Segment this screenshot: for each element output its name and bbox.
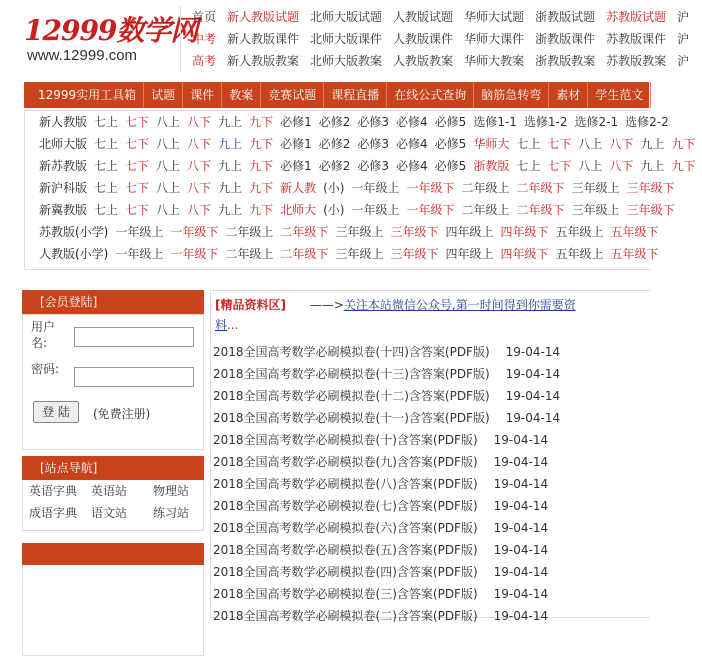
doc-title[interactable]: 2018全国高考数学必刷模拟卷(三)含答案(PDF版) (213, 587, 478, 601)
doc-date: 19-04-14 (505, 367, 561, 381)
grid-link[interactable]: 七下 (547, 137, 572, 151)
grid-row-label: 新沪科版 (39, 181, 88, 195)
doc-title[interactable]: 2018全国高考数学必刷模拟卷(七)含答案(PDF版) (213, 499, 478, 513)
sitenav-link[interactable]: 英语字典 (29, 484, 78, 498)
top-link[interactable]: 苏教版课件 (606, 32, 667, 46)
top-link[interactable]: 华师大课件 (464, 32, 525, 46)
top-link[interactable]: 苏教版教案 (606, 54, 667, 68)
username-input[interactable] (74, 327, 194, 347)
grid-link[interactable]: 选修2-1 (574, 115, 619, 129)
doc-title[interactable]: 2018全国高考数学必刷模拟卷(二)含答案(PDF版) (213, 609, 478, 623)
doc-date: 19-04-14 (493, 565, 549, 579)
login-button[interactable]: 登 陆 (33, 401, 79, 423)
grid-link[interactable]: 七上 (94, 115, 119, 129)
grid-link[interactable]: 九上 (640, 159, 665, 173)
doc-title[interactable]: 2018全国高考数学必刷模拟卷(八)含答案(PDF版) (213, 477, 478, 491)
grid-link[interactable]: 四年级下 (500, 225, 549, 239)
grid-link[interactable]: 七上 (516, 137, 541, 151)
nav-item[interactable]: 在线公式查询 (387, 82, 474, 108)
grid-link[interactable]: 八下 (187, 115, 212, 129)
password-input[interactable] (74, 367, 194, 387)
grid-row (39, 155, 696, 177)
doc-date: 19-04-14 (493, 587, 549, 601)
featured-dots: ... (227, 318, 239, 332)
nav-item[interactable]: 课件 (183, 82, 222, 108)
nav-item[interactable]: 素材 (549, 82, 588, 108)
top-link[interactable]: 沪 (677, 54, 690, 68)
grid-link[interactable]: 必修4 (396, 137, 428, 151)
doc-list (213, 341, 650, 627)
grid-link[interactable]: 一年级上 (351, 203, 400, 217)
grid-link[interactable]: 华师大 (473, 137, 510, 151)
grid-row-label: 新苏教版 (39, 159, 88, 173)
doc-title[interactable]: 2018全国高考数学必刷模拟卷(十)含答案(PDF版) (213, 433, 478, 447)
grid-link[interactable]: 七下 (125, 115, 150, 129)
doc-item[interactable] (213, 583, 650, 605)
grid-link[interactable]: 七上 (516, 159, 541, 173)
doc-title[interactable]: 2018全国高考数学必刷模拟卷(六)含答案(PDF版) (213, 521, 478, 535)
grid-link[interactable]: 九下 (249, 159, 274, 173)
grid-link[interactable]: 选修2-2 (625, 115, 669, 129)
doc-item[interactable] (213, 517, 650, 539)
doc-title[interactable]: 2018全国高考数学必刷模拟卷(五)含答案(PDF版) (213, 543, 478, 557)
top-link[interactable]: 沪 (677, 10, 690, 24)
grid-link[interactable]: 五年级上 (555, 247, 604, 261)
grid-link[interactable]: 九上 (218, 159, 243, 173)
top-link[interactable]: 苏教版试题 (606, 10, 667, 24)
grid-link[interactable]: 四年级下 (500, 247, 549, 261)
doc-item[interactable] (213, 451, 650, 473)
doc-item[interactable] (213, 363, 650, 385)
grid-link[interactable]: 必修1 (280, 159, 312, 173)
grid-link[interactable]: 必修3 (357, 159, 390, 173)
nav-item[interactable]: 脑筋急转弯 (474, 82, 549, 108)
doc-item[interactable] (213, 539, 650, 561)
top-link[interactable]: 北师大版课件 (310, 32, 383, 46)
sitenav-link[interactable]: 物理站 (153, 484, 190, 498)
grid-row (39, 111, 669, 133)
grid-link[interactable]: 九上 (218, 203, 243, 217)
grid-link[interactable]: 一年级上 (115, 225, 164, 239)
top-link[interactable]: 人教版教案 (393, 54, 454, 68)
nav-item[interactable]: 教案 (222, 82, 261, 108)
grid-row (39, 177, 675, 199)
grid-link[interactable]: 一年级下 (406, 203, 455, 217)
grid-link[interactable]: 二年级下 (280, 225, 329, 239)
sitenav-link[interactable]: 语文站 (91, 506, 128, 520)
grid-row-label: 北师大版 (39, 137, 88, 151)
doc-item[interactable] (213, 407, 650, 429)
grid-link[interactable]: 四年级上 (445, 247, 494, 261)
grid-link[interactable]: 七下 (125, 159, 150, 173)
grid-link[interactable]: 八上 (578, 137, 603, 151)
grid-link[interactable]: 八下 (187, 137, 212, 151)
grid-row (39, 221, 659, 243)
grid-link[interactable]: 二年级下 (280, 247, 329, 261)
grid-link[interactable]: 必修5 (434, 159, 467, 173)
grid-link[interactable]: 三年级上 (571, 181, 620, 195)
grid-link[interactable]: 七上 (94, 137, 119, 151)
grid-row (39, 133, 696, 155)
grid-link[interactable]: 九下 (249, 137, 274, 151)
doc-item[interactable] (213, 561, 650, 583)
grid-link[interactable]: 选修1-2 (523, 115, 568, 129)
top-link[interactable]: 高考 (192, 54, 217, 68)
sitenav-link[interactable]: 练习站 (153, 506, 190, 520)
grid-link[interactable]: 二年级下 (516, 181, 565, 195)
top-link[interactable]: 浙教版课件 (535, 32, 596, 46)
grid-link[interactable]: 三年级下 (390, 225, 439, 239)
doc-item[interactable] (213, 429, 650, 451)
grid-link[interactable]: 二年级上 (225, 247, 274, 261)
grid-link[interactable]: 八上 (578, 159, 603, 173)
doc-title[interactable]: 2018全国高考数学必刷模拟卷(九)含答案(PDF版) (213, 455, 478, 469)
grid-link[interactable]: 必修4 (396, 115, 428, 129)
site-logo[interactable] (24, 9, 198, 69)
grid-link[interactable]: 八上 (156, 115, 181, 129)
grid-row (39, 243, 659, 265)
top-link[interactable]: 北师大版试题 (310, 10, 383, 24)
nav-item[interactable]: 学生范文 (588, 82, 651, 108)
grid-link[interactable]: (小) (323, 203, 345, 217)
register-link[interactable]: (免费注册) (93, 407, 151, 421)
doc-date: 19-04-14 (493, 477, 549, 491)
top-link[interactable]: 新人教版课件 (227, 32, 300, 46)
grid-link[interactable]: 三年级上 (335, 247, 384, 261)
top-link[interactable]: 新人教版教案 (227, 54, 300, 68)
doc-item[interactable] (213, 385, 650, 407)
grid-link[interactable]: 八上 (156, 137, 181, 151)
grid-link[interactable]: 七下 (125, 137, 150, 151)
doc-date: 19-04-14 (505, 345, 561, 359)
grid-link[interactable]: 九上 (640, 137, 665, 151)
grid-link[interactable]: 三年级上 (335, 225, 384, 239)
grid-link[interactable]: 八上 (156, 159, 181, 173)
doc-item[interactable] (213, 341, 650, 363)
top-link[interactable]: 浙教版教案 (535, 54, 596, 68)
sitenav-header: [站点导航] (22, 456, 204, 480)
grid-row-label: 人教版(小学) (39, 247, 109, 261)
grid-link[interactable]: 三年级下 (390, 247, 439, 261)
grid-link[interactable]: 二年级上 (461, 181, 510, 195)
grid-row-label: 新冀教版 (39, 203, 88, 217)
doc-date: 19-04-14 (493, 499, 549, 513)
top-link[interactable]: 新人教版试题 (227, 10, 300, 24)
grid-link[interactable]: 四年级上 (445, 225, 494, 239)
top-link[interactable]: 人教版课件 (393, 32, 454, 46)
sitenav-row (23, 502, 203, 524)
grid-link[interactable]: 九上 (218, 137, 243, 151)
grid-link[interactable]: 必修2 (318, 115, 351, 129)
grid-link[interactable]: 必修3 (357, 137, 390, 151)
grid-link[interactable]: (小) (323, 181, 345, 195)
doc-title[interactable]: 2018全国高考数学必刷模拟卷(十四)含答案(PDF版) (213, 345, 490, 359)
grid-link[interactable]: 二年级上 (461, 203, 510, 217)
doc-date: 19-04-14 (505, 411, 561, 425)
doc-title[interactable]: 2018全国高考数学必刷模拟卷(十三)含答案(PDF版) (213, 367, 490, 381)
sitenav-link[interactable]: 成语字典 (29, 506, 78, 520)
grid-link[interactable]: 九上 (218, 181, 243, 195)
grid-link[interactable]: 一年级下 (170, 225, 219, 239)
left-column (22, 290, 204, 656)
grid-link[interactable]: 必修2 (318, 159, 351, 173)
top-link[interactable]: 华师大教案 (464, 54, 525, 68)
featured-arrow: ——> (309, 298, 344, 312)
doc-date: 19-04-14 (505, 389, 561, 403)
grid-link[interactable]: 七下 (125, 203, 150, 217)
grid-link[interactable]: 五年级下 (610, 225, 659, 239)
top-link[interactable]: 浙教版试题 (535, 10, 596, 24)
top-link[interactable]: 人教版试题 (393, 10, 454, 24)
grid-link[interactable]: 一年级下 (170, 247, 219, 261)
grid-link[interactable]: 七上 (94, 203, 119, 217)
top-links-row (181, 50, 690, 72)
sitenav-row (23, 480, 203, 502)
grid-link[interactable]: 一年级上 (115, 247, 164, 261)
grid-row-label: 新人教版 (39, 115, 88, 129)
main-nav (24, 82, 649, 108)
textbook-grid (24, 110, 696, 270)
grid-link[interactable]: 九下 (249, 181, 274, 195)
grid-link[interactable]: 八上 (156, 203, 181, 217)
doc-title[interactable]: 2018全国高考数学必刷模拟卷(十一)含答案(PDF版) (213, 411, 490, 425)
grid-link[interactable]: 九下 (671, 137, 696, 151)
logo-title: 12999数学网 (24, 14, 198, 47)
main-content (210, 290, 650, 623)
top-links (180, 6, 690, 72)
grid-link[interactable]: 八下 (609, 137, 634, 151)
grid-link[interactable]: 五年级上 (555, 225, 604, 239)
sitenav-box (22, 480, 204, 531)
grid-link[interactable]: 必修3 (357, 115, 390, 129)
grid-row (39, 199, 675, 221)
grid-link[interactable]: 一年级上 (351, 181, 400, 195)
grid-link[interactable]: 八下 (609, 159, 634, 173)
grid-link[interactable]: 必修5 (434, 137, 467, 151)
left-banner (22, 543, 204, 565)
grid-link[interactable]: 选修1-1 (473, 115, 517, 129)
grid-link[interactable]: 二年级下 (516, 203, 565, 217)
doc-date: 19-04-14 (493, 455, 549, 469)
doc-date: 19-04-14 (493, 521, 549, 535)
grid-link[interactable]: 九下 (671, 159, 696, 173)
grid-link[interactable]: 八上 (156, 181, 181, 195)
doc-date: 19-04-14 (493, 543, 549, 557)
doc-date: 19-04-14 (493, 609, 549, 623)
grid-link[interactable]: 七下 (125, 181, 150, 195)
doc-item[interactable] (213, 473, 650, 495)
featured-tag: [精品资料区] (215, 298, 286, 312)
grid-link[interactable]: 一年级下 (406, 181, 455, 195)
grid-link[interactable]: 浙教版 (473, 159, 510, 173)
top-link[interactable]: 北师大版教案 (310, 54, 383, 68)
grid-link[interactable]: 必修1 (280, 137, 312, 151)
grid-link[interactable]: 二年级上 (225, 225, 274, 239)
grid-link[interactable]: 北师大 (280, 203, 317, 217)
grid-link[interactable]: 八下 (187, 159, 212, 173)
logo-url: www.12999.com (27, 47, 138, 64)
doc-date: 19-04-14 (493, 433, 549, 447)
grid-link[interactable]: 三年级下 (626, 181, 675, 195)
grid-link[interactable]: 九上 (218, 115, 243, 129)
nav-item[interactable]: 试题 (144, 82, 183, 108)
nav-item[interactable]: 12999实用工具箱 (24, 82, 144, 108)
grid-link[interactable]: 九下 (249, 115, 274, 129)
grid-link[interactable]: 七下 (547, 159, 572, 173)
top-link[interactable]: 首页 (192, 10, 217, 24)
left-empty-box (22, 565, 204, 656)
login-box (22, 314, 204, 450)
doc-title[interactable]: 2018全国高考数学必刷模拟卷(十二)含答案(PDF版) (213, 389, 490, 403)
grid-link[interactable]: 必修1 (280, 115, 312, 129)
grid-link[interactable]: 九下 (249, 203, 274, 217)
nav-item[interactable]: 竞赛试题 (261, 82, 324, 108)
featured-notice (215, 295, 595, 335)
sitenav-link[interactable]: 英语站 (91, 484, 128, 498)
top-link[interactable]: 中考 (192, 32, 217, 46)
grid-link[interactable]: 八下 (187, 181, 212, 195)
grid-row-label: 苏教版(小学) (39, 225, 109, 239)
grid-link[interactable]: 必修2 (318, 137, 351, 151)
top-links-row (181, 6, 690, 28)
top-link[interactable]: 沪 (677, 32, 690, 46)
nav-item[interactable]: 课程直播 (324, 82, 387, 108)
grid-link[interactable]: 七上 (94, 181, 119, 195)
grid-link[interactable]: 新人教 (280, 181, 317, 195)
grid-link[interactable]: 七上 (94, 159, 119, 173)
username-label: 用户名: (31, 320, 56, 350)
grid-link[interactable]: 三年级下 (626, 203, 675, 217)
wechat-link[interactable]: 关注本站微信公众号,第一时间得到你需要资料 (215, 298, 576, 332)
grid-link[interactable]: 必修4 (396, 159, 428, 173)
doc-title[interactable]: 2018全国高考数学必刷模拟卷(四)含答案(PDF版) (213, 565, 478, 579)
doc-item[interactable] (213, 605, 650, 627)
grid-link[interactable]: 必修5 (434, 115, 467, 129)
grid-link[interactable]: 八下 (187, 203, 212, 217)
grid-link[interactable]: 五年级下 (610, 247, 659, 261)
top-links-row (181, 28, 690, 50)
grid-link[interactable]: 三年级上 (571, 203, 620, 217)
top-link[interactable]: 华师大试题 (464, 10, 525, 24)
password-label: 密码: (31, 362, 60, 376)
login-header: [会员登陆] (22, 290, 204, 314)
doc-item[interactable] (213, 495, 650, 517)
